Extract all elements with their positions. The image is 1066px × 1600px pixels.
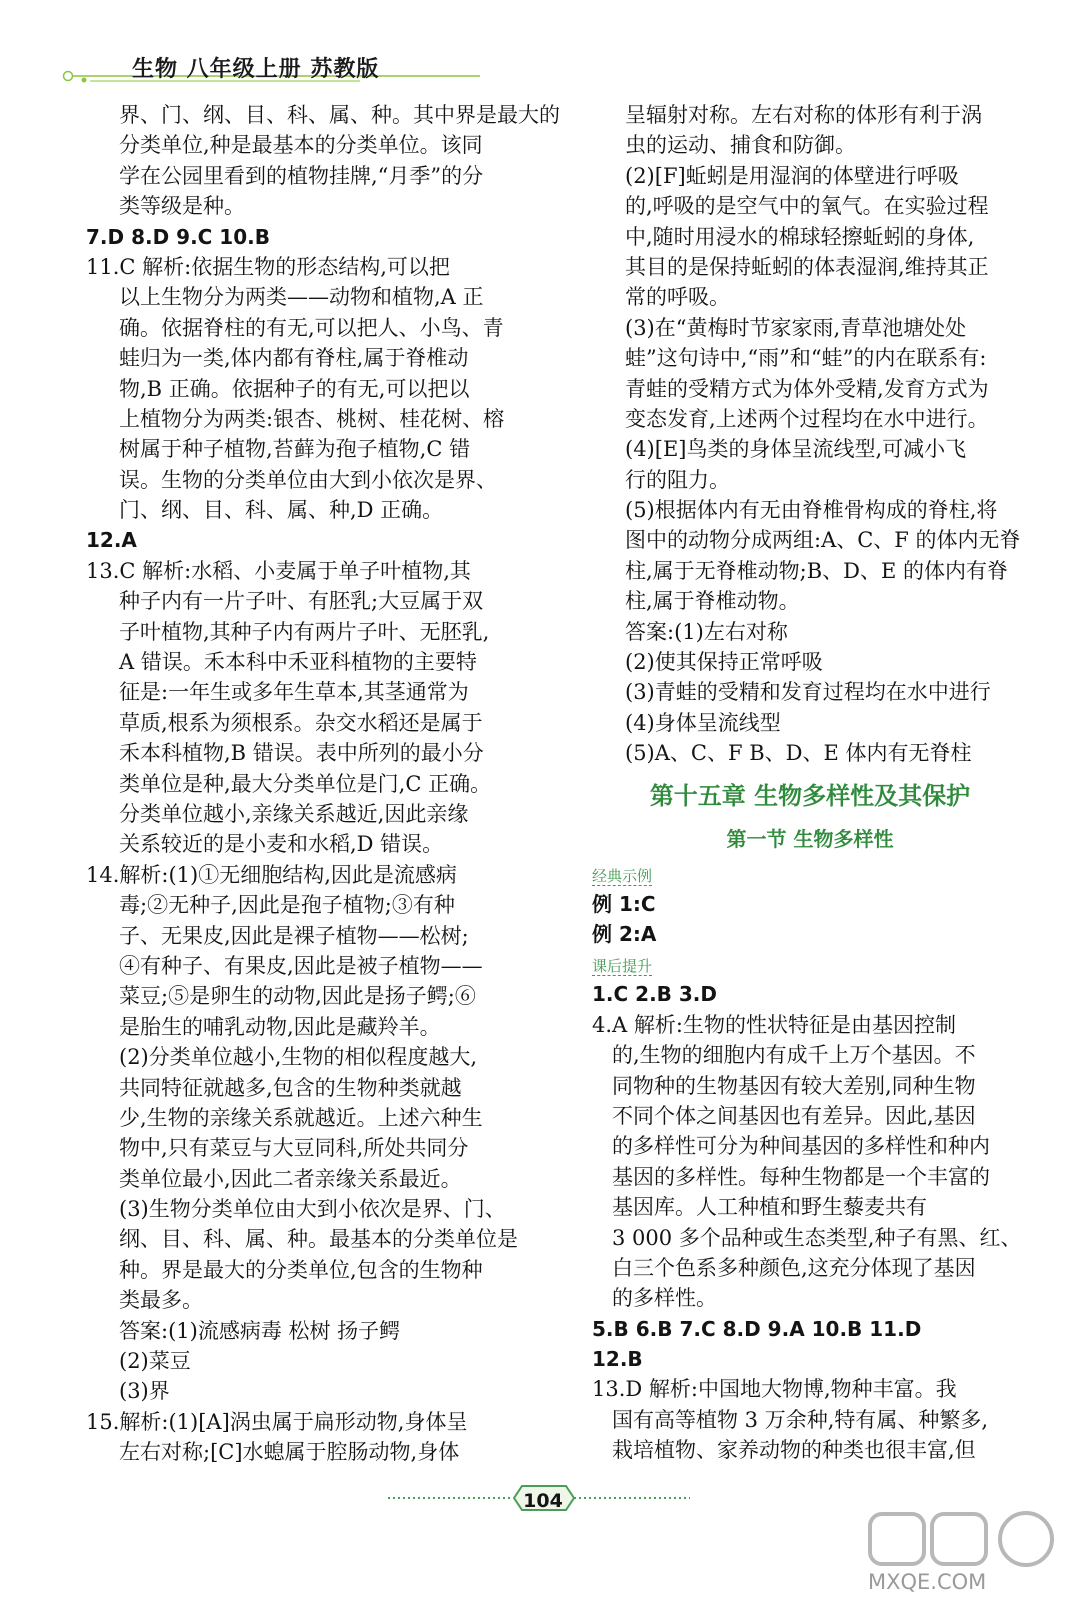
text-line: 基因库。人工种植和野生藜麦共有 — [612, 1195, 927, 1220]
text-line: 同物种的生物基因有较大差别,同种生物 — [612, 1073, 976, 1098]
text-line: 基因的多样性。每种生物都是一个丰富的 — [612, 1164, 990, 1189]
text-line: 蛙”这句诗中,“雨”和“蛙”的内在联系有: — [625, 346, 987, 371]
text-line: 11.C 解析:依据生物的形态结构,可以把 — [86, 254, 450, 279]
text-line: 类最多。 — [119, 1288, 203, 1313]
text-line: 5.B 6.B 7.C 8.D 9.A 10.B 11.D — [592, 1316, 922, 1341]
text-line: 虫的运动、捕食和防御。 — [625, 133, 856, 158]
text-line: 蛙归为一类,体内都有脊柱,属于脊椎动 — [119, 346, 469, 371]
text-line: 种。界是最大的分类单位,包含的生物种 — [119, 1257, 483, 1282]
text-line: 的,呼吸的是空气中的氧气。在实验过程 — [625, 194, 989, 219]
text-line: 子、无果皮,因此是裸子植物——松树; — [119, 923, 469, 948]
text-line: 柱,属于脊椎动物。 — [625, 589, 800, 614]
text-line: 的,生物的细胞内有成千上万个基因。不 — [612, 1043, 976, 1068]
text-line: (2)[F]蚯蚓是用湿润的体壁进行呼吸 — [625, 163, 959, 188]
text-line: (5)根据体内有无由脊椎骨构成的脊柱,将 — [625, 498, 998, 523]
text-line: 少,生物的亲缘关系就越近。上述六种生 — [119, 1105, 483, 1130]
text-line: 答案:(1)左右对称 — [625, 619, 788, 644]
tag-row — [592, 859, 1028, 889]
text-line: 分类单位越小,亲缘关系越近,因此亲缘 — [119, 801, 469, 826]
text-line: 中,随时用浸水的棉球轻擦蚯蚓的身体, — [625, 224, 975, 249]
text-line: 7.D 8.D 9.C 10.B — [86, 224, 270, 249]
text-line: 子叶植物,其种子内有两片子叶、无胚乳, — [119, 619, 490, 644]
header-title: 生物 八年级上册 苏教版 — [132, 57, 380, 82]
text-line: (4)[E]鸟类的身体呈流线型,可减小飞 — [625, 437, 967, 462]
text-line: 误。生物的分类单位由大到小依次是界、 — [119, 467, 497, 492]
text-line: 上植物分为两类:银杏、桃树、桂花树、榕 — [119, 406, 505, 431]
text-line: A 错误。禾本科中禾亚科植物的主要特 — [119, 650, 477, 675]
text-line: 树属于种子植物,苔藓为孢子植物,C 错 — [119, 437, 471, 462]
text-line: 13.C 解析:水稻、小麦属于单子叶植物,其 — [86, 558, 471, 583]
text-line: (4)身体呈流线型 — [625, 710, 781, 735]
page-number: 104 — [523, 1490, 563, 1512]
text-line: 4.A 解析:生物的性状特征是由基因控制 — [592, 1012, 956, 1037]
text-line: (3)青蛙的受精和发育过程均在水中进行 — [625, 680, 991, 705]
text-line: 答案:(1)流感病毒 松树 扬子鳄 — [119, 1318, 401, 1343]
text-line: (2)使其保持正常呼吸 — [625, 650, 823, 675]
text-line: 呈辐射对称。左右对称的体形有利于涡 — [625, 103, 982, 127]
text-line: 图中的动物分成两组:A、C、F 的体内无脊 — [625, 528, 1021, 553]
section-tag: 课后提升 — [592, 957, 653, 976]
chapter-heading: 第十五章 生物多样性及其保护 — [649, 781, 971, 810]
text-line: 菜豆;⑤是卵生的动物,因此是扬子鳄;⑥ — [119, 984, 476, 1009]
text-line: (2)菜豆 — [119, 1349, 191, 1374]
text-line: 的多样性。 — [612, 1286, 717, 1311]
text-line: 13.D 解析:中国地大物博,物种丰富。我 — [592, 1377, 957, 1402]
watermark-text: MXQE.COM — [868, 1570, 987, 1594]
text-line: 学在公园里看到的植物挂牌,“月季”的分 — [119, 163, 484, 188]
text-line: 是胎生的哺乳动物,因此是藏羚羊。 — [119, 1014, 441, 1039]
text-line: 毒;②无种子,因此是孢子植物;③有种 — [119, 893, 455, 918]
section-tag: 经典示例 — [592, 866, 653, 885]
text-line: (3)界 — [119, 1379, 170, 1404]
text-line: 行的阻力。 — [625, 467, 730, 492]
text-line: 3 000 多个品种或生态类型,种子有黑、红、 — [612, 1225, 1022, 1250]
text-line: 分类单位,种是最基本的分类单位。该同 — [119, 133, 483, 158]
text-line: 变态发育,上述两个过程均在水中进行。 — [625, 406, 989, 431]
text-line: 种子内有一片子叶、有胚乳;大豆属于双 — [119, 589, 484, 614]
text-line: 禾本科植物,B 错误。表中所列的最小分 — [119, 741, 484, 766]
text-line: 关系较近的是小麦和水稻,D 错误。 — [119, 832, 444, 857]
text-line: 柱,属于无脊椎动物;B、D、E 的体内有脊 — [625, 558, 1009, 583]
text-line: 白三个色系多种颜色,这充分体现了基因 — [612, 1255, 976, 1280]
text-line: 物中,只有菜豆与大豆同科,所处共同分 — [119, 1136, 469, 1161]
text-line: 例 2:A — [592, 921, 657, 946]
section-heading: 第一节 生物多样性 — [726, 826, 894, 851]
text-line: (2)分类单位越小,生物的相似程度越大, — [119, 1045, 478, 1070]
page-header — [0, 0, 1066, 100]
text-line: 12.A — [86, 528, 137, 553]
text-line: 左右对称;[C]水螅属于腔肠动物,身体 — [119, 1440, 460, 1465]
text-line: 界、门、纲、目、科、属、种。其中界是最大的 — [119, 103, 560, 127]
text-line: 其目的是保持蚯蚓的体表湿润,维持其正 — [625, 254, 989, 279]
text-line: 共同特征就越多,包含的生物种类就越 — [119, 1075, 462, 1100]
text-line: 类单位最小,因此二者亲缘关系最近。 — [119, 1166, 462, 1191]
text-line: 以上生物分为两类——动物和植物,A 正 — [119, 285, 484, 310]
text-line: 征是:一年生或多年生草本,其茎通常为 — [119, 680, 469, 705]
text-line: 类等级是种。 — [119, 194, 245, 219]
left-column — [86, 100, 560, 1468]
text-line: 青蛙的受精方式为体外受精,发育方式为 — [625, 376, 989, 401]
text-line: 不同个体之间基因也有差异。因此,基因 — [612, 1103, 976, 1128]
text-line: 门、纲、目、科、属、种,D 正确。 — [119, 498, 444, 523]
text-line: (3)生物分类单位由大到小依次是界、门、 — [119, 1197, 506, 1222]
tag-row — [592, 949, 1028, 979]
text-line: 草质,根系为须根系。杂交水稻还是属于 — [119, 710, 483, 735]
text-line: 的多样性可分为种间基因的多样性和种内 — [612, 1134, 990, 1159]
text-line: 15.解析:(1)[A]涡虫属于扁形动物,身体呈 — [86, 1409, 468, 1434]
text-line: 物,B 正确。依据种子的有无,可以把以 — [119, 376, 470, 401]
text-line: 14.解析:(1)①无细胞结构,因此是流感病 — [86, 862, 457, 887]
text-line: 常的呼吸。 — [625, 285, 730, 310]
right-column — [592, 100, 1028, 1466]
text-line: 国有高等植物 3 万余种,特有属、种繁多, — [612, 1407, 989, 1432]
text-line: 栽培植物、家养动物的种类也很丰富,但 — [612, 1438, 976, 1463]
watermark-logo — [868, 1508, 1058, 1594]
text-line: ④有种子、有果皮,因此是被子植物—— — [119, 953, 483, 978]
text-line: 12.B — [592, 1347, 643, 1372]
text-line: 纲、目、科、属、种。最基本的分类单位是 — [119, 1227, 518, 1252]
text-line: 1.C 2.B 3.D — [592, 982, 717, 1007]
text-line: 确。依据脊柱的有无,可以把人、小鸟、青 — [119, 315, 504, 340]
text-line: 例 1:C — [592, 891, 656, 916]
watermark-logo-icon — [868, 1508, 1058, 1568]
text-line: (5)A、C、F B、D、E 体内有无脊柱 — [625, 741, 972, 766]
text-line: 类单位是种,最大分类单位是门,C 正确。 — [119, 771, 492, 796]
text-line: (3)在“黄梅时节家家雨,青草池塘处处 — [625, 315, 967, 340]
